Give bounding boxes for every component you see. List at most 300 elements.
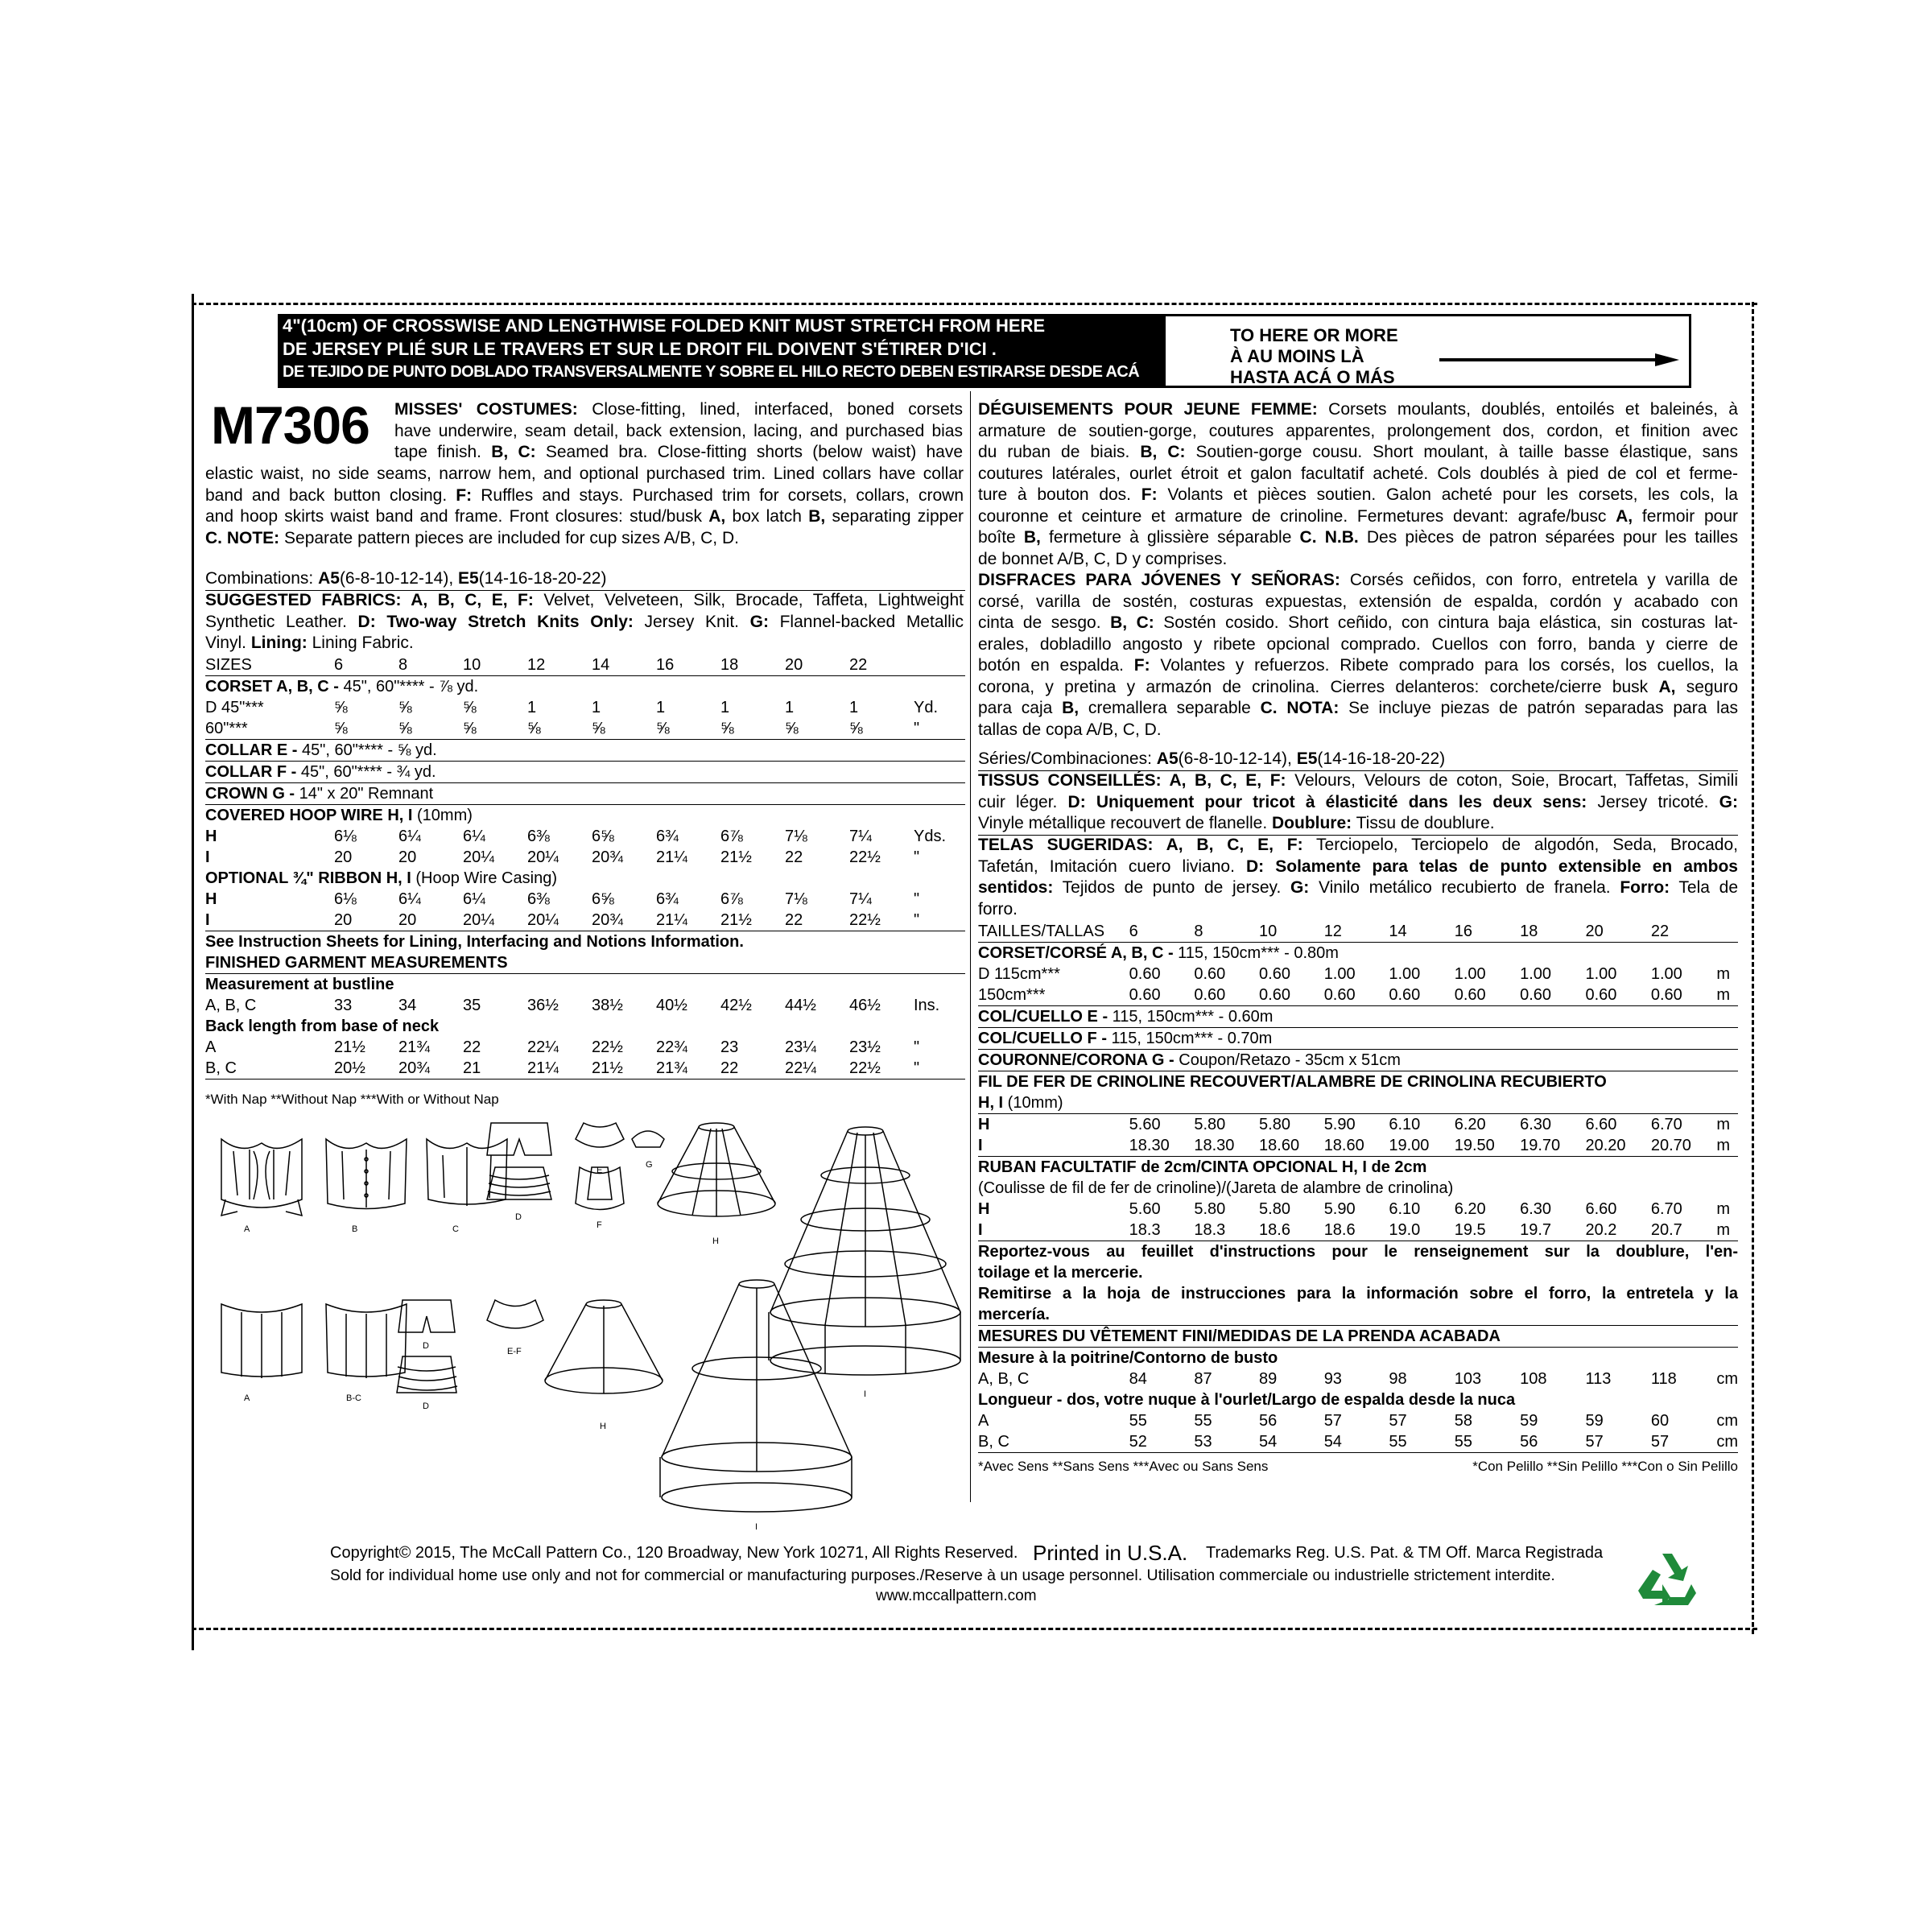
svg-text:C: C [452,1224,459,1234]
table-cell: 6.70 [1650,1199,1682,1218]
description-es [978,570,1738,741]
table-cell: 0.60 [1323,985,1356,1004]
table-cell: 1 [656,698,666,716]
table-cell: 16 [1454,922,1472,940]
svg-text:A: A [244,1393,250,1403]
table-cell: 20.70 [1650,1136,1691,1154]
unit-cell: " [914,719,920,737]
desc-line: and hoop skirts waist band and frame. Front closures: stud/busk A, box latch B, separating zipper [205,507,964,526]
table-cell: 6.60 [1585,1199,1617,1218]
table-row [978,1283,1738,1304]
table-cell: 1 [849,698,859,716]
table-row [978,1092,1738,1114]
table-cell: 22½ [849,848,881,866]
unit-cell: " [914,848,920,866]
table-row [978,943,1738,964]
yardage-table-fr-es [978,921,1738,1480]
table-cell: 40½ [656,996,687,1014]
table-cell: 54 [1323,1432,1342,1451]
desc-line: tape finish. B, C: Seamed bra. Close-fitting shorts (below waist) have [394,443,964,461]
table-cell: 1 [720,698,730,716]
table-cell: 10 [1259,922,1278,940]
printed-in: Printed in U.S.A. [1033,1541,1188,1565]
table-row [978,1006,1738,1028]
table-cell: 38½ [592,996,623,1014]
table-row [205,762,965,783]
table-cell: ⅝ [849,719,863,737]
table-row [978,1071,1738,1093]
banner-line-en: 4"(10cm) OF CROSSWISE AND LENGTHWISE FOLDED KNIT MUST STRETCH FROM HERE [283,316,1046,336]
table-full-cell: FIL DE FER DE CRINOLINE RECOUVERT/ALAMBRE DE CRINOLINA RECUBIERTO [978,1072,1607,1091]
pattern-number: M7306 [211,395,369,455]
cut-line-right [1752,302,1754,1634]
text-line: de bonnet A/B, C, D y comprises. [978,549,1228,568]
unit-cell [1716,921,1738,943]
text-line: boîte B, fermeture à glissière séparable C. N.B. Des pièces de patron séparées pour les tailles [978,528,1738,547]
table-cell: 6⅞ [720,827,743,845]
nap-note-es: *Con Pelillo **Sin Pelillo ***Con o Sin Pelillo [1472,1459,1738,1474]
table-cell: 56 [1520,1432,1538,1451]
table-cell: 5.80 [1259,1115,1290,1133]
arrow-right-icon [1439,352,1681,368]
table-cell: 7⅛ [785,827,807,845]
table-cell: 21½ [720,910,752,929]
text-line: tallas de copa A/B, C, D. [978,720,1162,739]
fabrics-line: Synthetic Leather. D: Two-way Stretch Knits Only: Jersey Knit. G: Flannel-backed Metallic [205,612,964,631]
text-line: cinta de sesgo. B, C: Sostén cosido. Short ceñido, con cintura baja elástica, sin costuras lat- [978,613,1738,632]
table-full-cell: MESURES DU VÊTEMENT FINI/MEDIDAS DE LA PRENDA ACABADA [978,1327,1501,1345]
text-line: Vinyle métallique recouvert de flanelle. Doublure: Tissu de doublure. [978,814,1495,832]
table-cell: 87 [1194,1369,1212,1388]
table-cell: 0.60 [1389,985,1421,1004]
table-cell: 14 [1389,922,1407,940]
table-cell: 0.60 [1259,964,1290,983]
svg-text:E-F: E-F [507,1347,522,1356]
table-cell: 19.50 [1454,1136,1495,1154]
column-divider [970,391,971,1502]
table-full-cell: COLLAR E - 45", 60"**** - ⅝ yd. [205,741,437,759]
table-cell: 21¾ [398,1038,430,1056]
table-cell: 113 [1585,1369,1612,1388]
svg-text:I: I [864,1389,867,1399]
table-full-cell: COURONNE/CORONA G - Coupon/Retazo - 35cm x 51cm [978,1051,1401,1069]
target-line-es: HASTA ACÁ O MÁS [1230,367,1395,387]
table-cell: 60 [1650,1411,1670,1430]
copyright: Copyright© 2015, The McCall Pattern Co., 120 Broadway, New York 10271, All Rights Reserved. [330,1544,1018,1562]
table-cell: 20¾ [398,1059,430,1077]
table-cell: 19.70 [1520,1136,1561,1154]
table-cell: 7⅛ [785,890,807,908]
table-cell: 0.60 [1650,985,1682,1004]
suggested-fabrics-en [205,590,964,654]
table-full-cell: Longueur - dos, votre nuque à l'ourlet/Largo de espalda desde la nuca [978,1390,1516,1409]
table-row [978,1368,1738,1389]
table-cell: 22 [785,910,803,929]
table-cell: ⅝ [463,698,477,716]
table-cell: 55 [1454,1432,1472,1451]
table-full-cell: FINISHED GARMENT MEASUREMENTS [205,953,508,972]
row-label: A [205,1038,217,1056]
table-full-cell: CORSET/CORSÉ A, B, C - 115, 150cm*** - 0.80m [978,943,1339,962]
table-full-cell: COVERED HOOP WIRE H, I (10mm) [205,806,473,824]
table-row [978,1431,1738,1453]
unit-cell: " [914,1059,920,1077]
table-cell: 20 [398,848,417,866]
table-cell: 7¼ [849,827,872,845]
text-line: Tafetán, Imitación cuero liviano. D: Solamente para telas de punto extensible en ambos [978,857,1738,876]
row-label: TAILLES/TALLAS [978,922,1105,940]
table-cell: 6¾ [656,890,679,908]
table-cell: 20¾ [592,910,623,929]
text-line: botón en espalda. F: Volantes y refuerzos. Ribete comprado para los corsés, los cuellos, la [978,656,1739,675]
table-full-cell: Mesure à la poitrine/Contorno de busto [978,1348,1278,1367]
table-row [205,868,965,889]
label-a: A [244,1224,250,1234]
table-cell: 42½ [720,996,752,1014]
text-line: TELAS SUGERIDAS: A, B, C, E, F: Terciopelo, Terciopelo de algodón, Seda, Brocado, [978,836,1738,854]
table-cell: 6.30 [1520,1199,1552,1218]
table-cell: 22 [1650,922,1670,940]
table-row [978,1157,1738,1179]
table-cell: 0.60 [1194,985,1226,1004]
table-cell: 93 [1323,1369,1342,1388]
table-full-cell: COL/CUELLO E - 115, 150cm*** - 0.60m [978,1007,1274,1026]
table-row [978,921,1738,943]
table-cell: 54 [1259,1432,1278,1451]
table-cell: 89 [1259,1369,1278,1388]
table-row [978,1241,1738,1263]
desc-line: have underwire, seam detail, back extension, lacing, and purchased bias [394,421,963,440]
table-cell: 1 [785,698,795,716]
nap-note-en: *With Nap **Without Nap ***With or Without Nap [205,1092,499,1107]
table-cell: 6.10 [1389,1199,1421,1218]
table-cell: 44½ [785,996,816,1014]
banner-line-es: DE TEJIDO DE PUNTO DOBLADO TRANSVERSALMENTE Y SOBRE EL HILO RECTO DEBEN ESTIRARSE DESDE ACÁ [283,363,1140,381]
table-cell: 21½ [592,1059,623,1077]
table-cell: 58 [1454,1411,1472,1430]
unit-cell: Ins. [914,996,940,1014]
table-cell: 6 [1129,922,1138,940]
table-cell: 19.00 [1389,1136,1430,1154]
table-cell: 6.10 [1389,1115,1421,1133]
desc-line: elastic waist, no side seams, narrow hem, and optional purchased trim. Lined collars have collar [205,464,964,483]
table-cell: 5.90 [1323,1199,1356,1218]
table-cell: 6.20 [1454,1115,1486,1133]
unit-cell: m [1716,985,1730,1004]
tissus-conseilles [978,770,1738,835]
row-label: H [978,1199,990,1218]
svg-text:F: F [597,1220,602,1230]
table-row [205,676,965,698]
row-label: H [205,827,217,845]
table-row [205,974,965,996]
unit-cell: m [1716,964,1730,983]
table-cell: 1.00 [1454,964,1486,983]
table-cell: 6⅜ [527,890,550,908]
table-cell: 6¾ [656,827,679,845]
table-cell: 55 [1194,1411,1212,1430]
svg-text:D: D [423,1402,429,1411]
text-line: cuir léger. D: Uniquement pour tricot à élasticité dans les deux sens: Jersey tricoté. G: [978,792,1738,811]
table-cell: 22½ [849,910,881,929]
table-cell: 1.00 [1389,964,1421,983]
table-cell: 1 [592,698,601,716]
table-cell: 22 [849,655,868,674]
row-label: I [205,848,210,866]
text-line: sentidos: Tejidos de punto de jersey. G: Vinilo metálico recubierto de franela. Forro: Tela de [978,878,1738,897]
desc-heading: MISSES' COSTUMES: [394,400,578,419]
desc-line: C. NOTE: Separate pattern pieces are included for cup sizes A/B, C, D. [205,528,739,547]
table-row [978,964,1738,985]
table-row [978,1389,1738,1410]
table-full-cell: RUBAN FACULTATIF de 2cm/CINTA OPCIONAL H, I de 2cm [978,1158,1427,1176]
table-cell: ⅝ [463,719,477,737]
table-row [978,1220,1738,1241]
row-label: I [205,910,210,929]
combinations-fr-es: Séries/Combinaciones: A5(6-8-10-12-14), E5(14-16-18-20-22) [978,749,1446,768]
text-line: corona, y pretina y armazón de crinolina. Cierres delanteros: corchete/cierre busk A, seguro [978,677,1738,696]
table-cell: 22 [720,1059,739,1077]
table-cell: 18.6 [1259,1220,1290,1239]
text-line: para caja B, cremallera separable C. NOTA: Se incluye piezas de patrón separadas para las [978,699,1738,717]
description-en-top [394,399,963,464]
telas-sugeridas [978,835,1738,920]
table-cell: 33 [334,996,353,1014]
combinations-en: Combinations: A5(6-8-10-12-14), E5(14-16-18-20-22) [205,569,607,588]
table-cell: 20 [398,910,417,929]
svg-text:B-C: B-C [346,1393,361,1403]
cut-line-top [192,303,1757,305]
cut-line-bottom [192,1628,1757,1630]
table-row [978,1410,1738,1431]
table-cell: 53 [1194,1432,1212,1451]
table-cell: 0.60 [1129,964,1161,983]
table-cell: 19.7 [1520,1220,1552,1239]
table-cell: 21 [463,1059,481,1077]
table-row [978,1178,1738,1199]
table-row [205,740,965,762]
table-cell: 6⅞ [720,890,743,908]
table-cell: 18 [720,655,739,674]
table-cell: 6⅛ [334,827,357,845]
table-cell: 21¼ [656,910,687,929]
table-cell: 18.30 [1194,1136,1235,1154]
table-cell: 56 [1259,1411,1278,1430]
table-cell: 0.60 [1520,985,1552,1004]
table-cell: 1.00 [1520,964,1552,983]
table-cell: 22¼ [527,1038,559,1056]
table-cell: 20.20 [1585,1136,1626,1154]
table-cell: 22¼ [785,1059,816,1077]
table-cell: 21¼ [527,1059,559,1077]
unit-cell [914,654,965,676]
table-cell: 18.6 [1323,1220,1356,1239]
table-cell: 36½ [527,996,559,1014]
table-cell: 21½ [334,1038,365,1056]
text-line: armature de soutien-gorge, coutures apparentes, prolongement dos, cordon, et finition avec [978,421,1738,440]
table-cell: 5.80 [1259,1199,1290,1218]
table-cell: 7¼ [849,890,872,908]
table-row [205,718,965,740]
table-cell: 22 [463,1038,481,1056]
table-cell: 20¼ [527,848,559,866]
table-row [205,889,965,910]
table-full-cell: COL/CUELLO F - 115, 150cm*** - 0.70m [978,1029,1273,1047]
table-cell: 18.60 [1323,1136,1364,1154]
table-row [205,910,965,931]
table-cell: 20.7 [1650,1220,1682,1239]
row-label: D 115cm*** [978,964,1060,983]
unit-cell: Yd. [914,698,939,716]
table-cell: ⅝ [398,698,412,716]
stretch-gauge-banner [278,314,1163,388]
target-line-fr: À AU MOINS LÀ [1230,346,1364,366]
table-cell: 18 [1520,922,1538,940]
table-cell: 21¼ [656,848,687,866]
text-line: DÉGUISEMENTS POUR JEUNE FEMME: Corsets moulants, doublés, entoilés et baleinés, à [978,400,1738,419]
table-cell: 20 [785,655,803,674]
table-cell: 23½ [849,1038,881,1056]
table-cell: ⅝ [592,719,605,737]
table-row [205,826,965,847]
table-cell: 0.60 [1194,964,1226,983]
table-cell: 57 [1389,1411,1407,1430]
table-cell: 6¼ [463,827,485,845]
table-cell: 55 [1389,1432,1407,1451]
table-cell: 84 [1129,1369,1147,1388]
row-label: H [205,890,217,908]
website: www.mccallpattern.com [876,1587,1037,1604]
table-cell: 6.30 [1520,1115,1552,1133]
table-cell: 5.60 [1129,1199,1161,1218]
table-cell: 108 [1520,1369,1547,1388]
svg-text:G: G [646,1160,653,1170]
table-cell: 1 [527,698,537,716]
table-cell: 20 [1585,922,1604,940]
table-row [205,1016,965,1037]
yardage-table-en [205,654,965,1080]
table-cell: 23¼ [785,1038,816,1056]
table-cell: 5.60 [1129,1115,1161,1133]
corset-a-illustration [221,1139,302,1234]
table-cell: 18.3 [1194,1220,1226,1239]
table-cell: 6¼ [398,827,421,845]
table-full-cell: Back length from base of neck [205,1017,440,1035]
table-row [205,697,965,718]
table-full-cell: Remitirse a la hoja de instrucciones para la información sobre el forro, la entretela y la [978,1284,1738,1302]
table-cell: 98 [1389,1369,1407,1388]
table-full-cell: OPTIONAL ¾" RIBBON H, I (Hoop Wire Casing) [205,869,557,887]
table-cell: 1.00 [1323,964,1356,983]
nap-note-row [978,1453,1738,1481]
unit-cell: Yds. [914,827,947,845]
text-line: erales, dobladillo angosto y ribete opcional comprado. Cuellos con forro, banda y cierre de [978,634,1738,654]
text-line: ture à bouton dos. F: Volants et pièces soutien. Galon acheté pour les corsets, les cols, la [978,485,1738,504]
unit-cell: " [914,1038,920,1056]
table-cell: 6 [334,655,344,674]
description-fr [978,399,1738,570]
table-full-cell: CORSET A, B, C - 45", 60"**** - ⅞ yd. [205,677,479,696]
unit-cell: cm [1716,1369,1738,1388]
table-cell: 1.00 [1585,964,1617,983]
table-row [205,805,965,827]
unit-cell: cm [1716,1411,1738,1430]
table-cell: 6⅝ [592,827,614,845]
table-cell: ⅝ [656,719,670,737]
fabrics-line: SUGGESTED FABRICS: A, B, C, E, F: Velvet, Velveteen, Silk, Brocade, Taffeta, Lightweight [205,591,964,609]
row-label: H [978,1115,990,1133]
table-cell: 34 [398,996,417,1014]
table-row [978,1028,1738,1050]
stretch-gauge-target [1163,314,1691,388]
table-cell: 103 [1454,1369,1482,1388]
table-full-cell: Reportez-vous au feuillet d'instructions pour le renseignement sur la doublure, l'en- [978,1242,1738,1261]
table-cell: 5.90 [1323,1115,1356,1133]
table-cell: 57 [1650,1432,1670,1451]
table-cell: 18.3 [1129,1220,1161,1239]
svg-text:E: E [597,1166,603,1175]
table-cell: 19.0 [1389,1220,1421,1239]
table-cell: 6¼ [463,890,485,908]
table-cell: ⅝ [720,719,734,737]
table-cell: 20¼ [527,910,559,929]
row-label: 60"*** [205,719,248,737]
table-full-cell: H, I (10mm) [978,1093,1063,1112]
table-cell: ⅝ [527,719,541,737]
table-cell: 22 [785,848,803,866]
svg-text:H: H [712,1236,719,1246]
unit-cell: m [1716,1199,1730,1218]
table-cell: 6⅛ [334,890,357,908]
table-cell: 20.2 [1585,1220,1617,1239]
table-full-cell: COLLAR F - 45", 60"**** - ¾ yd. [205,762,436,781]
table-cell: 35 [463,996,481,1014]
table-cell: 6¼ [398,890,421,908]
table-cell: 18.60 [1259,1136,1300,1154]
table-row [978,1326,1738,1348]
table-cell: 55 [1129,1411,1147,1430]
cut-line-left [192,294,194,1650]
table-row [205,847,965,868]
table-cell: 57 [1323,1411,1342,1430]
table-cell: 59 [1585,1411,1604,1430]
table-cell: 20 [334,848,353,866]
table-cell: 20¼ [463,848,494,866]
table-cell: 14 [592,655,610,674]
table-cell: 22½ [592,1038,623,1056]
row-label: B, C [205,1059,237,1077]
text-line: du ruban de biais. B, C: Soutien-gorge cousu. Short moulant, à taille basse élastique, sans [978,443,1738,461]
table-row [205,783,965,805]
table-row [978,1304,1738,1326]
table-cell: 1.00 [1650,964,1682,983]
table-cell: 23 [720,1038,739,1056]
table-cell: 46½ [849,996,881,1014]
row-label: SIZES [205,655,252,674]
unit-cell: m [1716,1136,1730,1154]
unit-cell: m [1716,1220,1730,1239]
row-label: D 45"*** [205,698,264,716]
text-line: forro. [978,899,1018,919]
table-cell: 12 [527,655,546,674]
table-cell: 21¾ [656,1059,687,1077]
banner-line-fr: DE JERSEY PLIÉ SUR LE TRAVERS ET SUR LE DROIT FIL DOIVENT S'ÉTIRER D'ICI . [283,339,997,359]
svg-text:B: B [352,1224,358,1234]
table-cell: 22½ [849,1059,881,1077]
table-cell: 0.60 [1585,985,1617,1004]
table-cell: 52 [1129,1432,1147,1451]
table-full-cell: See Instruction Sheets for Lining, Interfacing and Notions Information. [205,932,744,951]
